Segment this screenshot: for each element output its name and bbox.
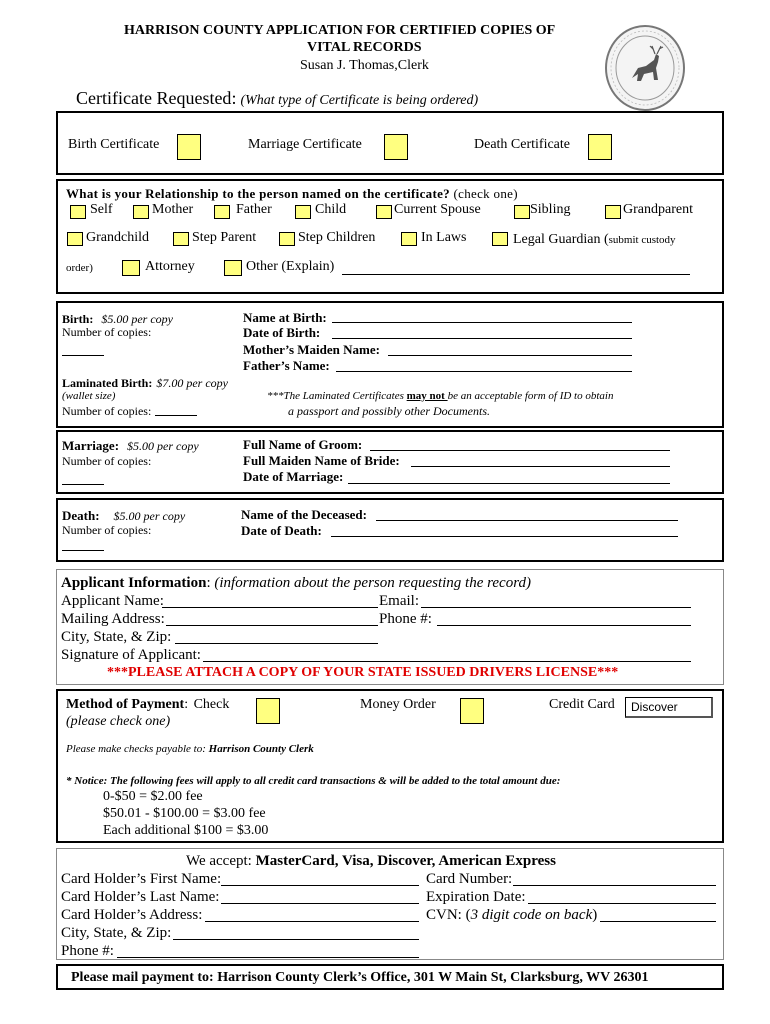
marriage-copies-label: Number of copies: xyxy=(62,454,152,468)
city-state-zip-label: City, State, & Zip: xyxy=(61,629,172,645)
certificate-requested-label: Certificate Requested xyxy=(76,88,232,108)
cvn-line[interactable] xyxy=(600,921,716,922)
attorney-checkbox[interactable] xyxy=(122,260,140,276)
drivers-license-notice: ***PLEASE ATTACH A COPY OF YOUR STATE ISSUED DRIVERS LICENSE*** xyxy=(107,665,619,680)
bride-name-label: Full Maiden Name of Bride: xyxy=(243,453,400,468)
payable-to-name: Harrison County Clerk xyxy=(208,743,314,755)
card-first-name-line[interactable] xyxy=(221,885,419,886)
payable-to-row xyxy=(66,743,314,755)
expiration-date-label: Expiration Date: xyxy=(426,889,526,905)
laminated-copies-label: Number of copies: xyxy=(62,404,152,418)
money-order-checkbox[interactable] xyxy=(460,698,484,724)
birth-certificate-checkbox[interactable] xyxy=(177,134,201,160)
laminated-warning-pre: ***The Laminated Certificates xyxy=(267,390,407,402)
custody-order-note: order) xyxy=(66,262,93,274)
death-copies-label: Number of copies: xyxy=(62,523,152,537)
money-order-label: Money Order xyxy=(360,697,436,712)
marriage-certificate-label: Marriage Certificate xyxy=(248,137,362,152)
birth-certificate-label: Birth Certificate xyxy=(68,137,160,152)
date-of-birth-line[interactable] xyxy=(332,338,632,339)
death-label: Death: xyxy=(62,508,100,523)
applicant-heading-row: Applicant Information: (information about the person requesting the record) xyxy=(61,575,531,591)
date-of-birth-label: Date of Birth: xyxy=(243,325,321,340)
cvn-close: ) xyxy=(592,907,598,923)
card-city-label: City, State, & Zip: xyxy=(61,925,172,941)
phone-label: Phone #: xyxy=(379,611,432,627)
in-laws-checkbox[interactable] xyxy=(401,232,417,246)
card-number-label: Card Number: xyxy=(426,871,513,887)
birth-price: $5.00 per copy xyxy=(101,312,173,326)
death-date-label: Date of Death: xyxy=(241,523,322,538)
step-children-label: Step Children xyxy=(298,230,376,245)
sibling-checkbox[interactable] xyxy=(514,205,530,219)
card-number-line[interactable] xyxy=(513,885,716,886)
cvn-row xyxy=(426,907,597,924)
payable-to-label: Please make checks payable to: xyxy=(66,743,209,755)
laminated-birth-price: $7.00 per copy xyxy=(156,376,228,390)
cvn-hint: 3 digit code on back xyxy=(470,907,593,923)
submit-custody-note: submit custody xyxy=(608,234,676,246)
payment-heading-row: Method of Payment: Check xyxy=(66,697,230,712)
check-checkbox[interactable] xyxy=(256,698,280,724)
laminated-warning-may-not: may not xyxy=(406,390,448,402)
child-label: Child xyxy=(315,202,347,217)
laminated-birth-label: Laminated Birth: xyxy=(62,376,153,390)
step-parent-label: Step Parent xyxy=(192,230,257,245)
expiration-date-line[interactable] xyxy=(528,903,716,904)
applicant-hint: (information about the person requesting the record) xyxy=(214,575,531,591)
county-seal xyxy=(604,24,686,112)
card-phone-label: Phone #: xyxy=(61,943,114,959)
legal-guardian-label: Legal Guardian ( xyxy=(513,232,609,247)
other-checkbox[interactable] xyxy=(224,260,242,276)
accepted-cards-label: We accept: xyxy=(186,853,256,869)
fee-tier-3: Each additional $100 = $3.00 xyxy=(103,823,269,838)
city-state-zip-line[interactable] xyxy=(175,643,378,644)
groom-name-line[interactable] xyxy=(370,450,670,451)
certificate-requested-hint: (What type of Certificate is being ordered) xyxy=(240,93,479,108)
other-explain-line[interactable] xyxy=(342,274,690,275)
self-label: Self xyxy=(90,202,113,217)
mailing-address-line[interactable] xyxy=(166,625,378,626)
self-checkbox[interactable] xyxy=(70,205,86,219)
marriage-date-line[interactable] xyxy=(348,483,670,484)
marriage-price: $5.00 per copy xyxy=(127,439,199,453)
credit-card-label: Credit Card xyxy=(549,697,615,712)
grandchild-label: Grandchild xyxy=(86,230,149,245)
current-spouse-checkbox[interactable] xyxy=(376,205,392,219)
mothers-maiden-name-line[interactable] xyxy=(388,355,632,356)
laminated-warning-post: be an acceptable form of ID to obtain xyxy=(447,390,614,402)
card-first-name-label: Card Holder’s First Name: xyxy=(61,871,222,887)
form-title-line2: VITAL RECORDS xyxy=(307,40,422,55)
card-phone-line[interactable] xyxy=(117,957,419,958)
father-checkbox[interactable] xyxy=(214,205,230,219)
current-spouse-label: Current Spouse xyxy=(394,202,481,217)
card-last-name-line[interactable] xyxy=(221,903,419,904)
mail-payment-address: Please mail payment to: Harrison County Clerk’s Office, 301 W Main St, Clarksburg, WV 26301 xyxy=(71,970,649,985)
birth-label: Birth: xyxy=(62,312,94,326)
cvn-label: CVN: ( xyxy=(426,907,471,923)
laminated-warning-line2: a passport and possibly other Documents. xyxy=(288,404,490,418)
death-certificate-checkbox[interactable] xyxy=(588,134,612,160)
sibling-label: Sibling xyxy=(530,202,571,217)
relationship-question: What is your Relationship to the person named on the certificate? xyxy=(66,186,450,201)
certificate-requested-heading: Certificate Requested: (What type of Certificate is being ordered) xyxy=(76,88,479,108)
death-copies-line[interactable] xyxy=(62,550,104,551)
in-laws-label: In Laws xyxy=(421,230,467,245)
email-label: Email: xyxy=(379,593,419,609)
deceased-name-label: Name of the Deceased: xyxy=(241,507,367,522)
marriage-date-label: Date of Marriage: xyxy=(243,469,344,484)
grandparent-label: Grandparent xyxy=(623,202,693,217)
deceased-name-line[interactable] xyxy=(376,520,678,521)
accepted-cards-row xyxy=(186,853,556,870)
card-city-line[interactable] xyxy=(173,939,419,940)
legal-guardian-checkbox[interactable] xyxy=(492,232,508,246)
birth-copies-label: Number of copies: xyxy=(62,325,152,339)
signature-label: Signature of Applicant: xyxy=(61,647,201,663)
father-label: Father xyxy=(236,202,272,217)
marriage-copies-line[interactable] xyxy=(62,484,104,485)
laminated-copies-line[interactable] xyxy=(155,415,197,416)
groom-name-label: Full Name of Groom: xyxy=(243,437,363,452)
please-check-one-hint: (please check one) xyxy=(66,714,171,729)
card-last-name-label: Card Holder’s Last Name: xyxy=(61,889,220,905)
marriage-label: Marriage: xyxy=(62,438,120,453)
applicant-name-label: Applicant Name: xyxy=(61,593,164,609)
payment-heading: Method of Payment xyxy=(66,697,185,712)
card-address-line[interactable] xyxy=(205,921,419,922)
death-certificate-label: Death Certificate xyxy=(474,137,571,152)
name-at-birth-label: Name at Birth: xyxy=(243,310,327,325)
name-at-birth-line[interactable] xyxy=(332,322,632,323)
signature-line[interactable] xyxy=(203,661,691,662)
mother-label: Mother xyxy=(152,202,194,217)
laminated-id-warning xyxy=(267,390,613,402)
fee-tier-2: $50.01 - $100.00 = $3.00 fee xyxy=(103,806,266,821)
card-address-label: Card Holder’s Address: xyxy=(61,907,203,923)
legal-guardian-label-row xyxy=(513,230,676,248)
applicant-name-line[interactable] xyxy=(162,607,378,608)
applicant-heading: Applicant Information xyxy=(61,575,207,591)
birth-copies-line[interactable] xyxy=(62,355,104,356)
marriage-certificate-checkbox[interactable] xyxy=(384,134,408,160)
mailing-address-label: Mailing Address: xyxy=(61,611,165,627)
credit-card-type-value: Discover xyxy=(631,700,678,714)
wallet-size-note: (wallet size) xyxy=(62,390,116,402)
check-label: Check xyxy=(193,697,230,712)
email-line[interactable] xyxy=(421,607,691,608)
accepted-cards-list: MasterCard, Visa, Discover, American Express xyxy=(255,853,556,869)
mothers-maiden-name-label: Mother’s Maiden Name: xyxy=(243,342,380,357)
death-price: $5.00 per copy xyxy=(113,509,186,523)
fathers-name-line[interactable] xyxy=(336,371,632,372)
credit-card-fee-notice: * Notice: The following fees will apply to all credit card transactions & will be added to the total amount due: xyxy=(66,775,561,787)
fathers-name-label: Father’s Name: xyxy=(243,358,330,373)
step-children-checkbox[interactable] xyxy=(279,232,295,246)
fee-tier-1: 0-$50 = $2.00 fee xyxy=(103,789,203,804)
clerk-name: Susan J. Thomas,Clerk xyxy=(300,58,429,73)
attorney-label: Attorney xyxy=(145,259,195,274)
form-title-line1: HARRISON COUNTY APPLICATION FOR CERTIFIED COPIES OF xyxy=(124,23,556,38)
grandparent-checkbox[interactable] xyxy=(605,205,621,219)
death-date-line[interactable] xyxy=(331,536,678,537)
child-checkbox[interactable] xyxy=(295,205,311,219)
grandchild-checkbox[interactable] xyxy=(67,232,83,246)
credit-card-type-select[interactable] xyxy=(625,697,713,718)
other-label: Other (Explain) xyxy=(246,259,335,274)
mother-checkbox[interactable] xyxy=(133,205,149,219)
relationship-question-row xyxy=(66,186,518,202)
marriage-price-row xyxy=(62,437,199,455)
bride-name-line[interactable] xyxy=(411,466,670,467)
relationship-hint: (check one) xyxy=(453,186,518,201)
step-parent-checkbox[interactable] xyxy=(173,232,189,246)
phone-line[interactable] xyxy=(437,625,691,626)
